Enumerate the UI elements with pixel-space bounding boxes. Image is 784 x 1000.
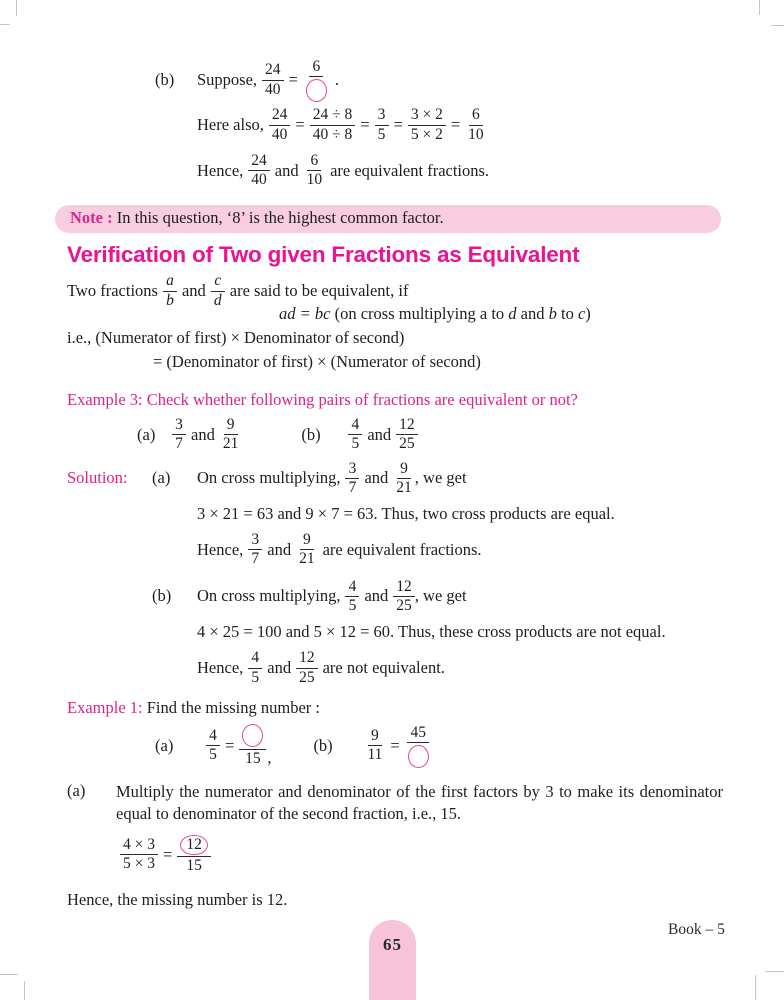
fraction-denominator: 40 bbox=[251, 171, 267, 189]
example-1-title bbox=[67, 698, 723, 718]
fraction bbox=[163, 272, 177, 310]
fraction-denominator bbox=[405, 743, 432, 768]
fraction-numerator: 9 bbox=[300, 531, 314, 550]
fraction-numerator: 24 bbox=[262, 61, 284, 80]
fraction bbox=[248, 649, 262, 687]
solution-b-line-3 bbox=[197, 649, 723, 687]
fraction-numerator: 9 bbox=[224, 416, 238, 435]
fraction-denominator: 10 bbox=[468, 125, 484, 143]
item-label: (b) bbox=[313, 735, 333, 755]
fraction-numerator: 6 bbox=[469, 106, 483, 125]
intro-text: Two fractions bbox=[67, 281, 158, 301]
fraction-numerator: 12 bbox=[393, 578, 415, 597]
and-text: and bbox=[181, 281, 206, 301]
fraction bbox=[120, 836, 158, 874]
fraction bbox=[396, 416, 418, 454]
fraction-denominator: 5 bbox=[351, 435, 360, 453]
fraction-denominator: 5 × 3 bbox=[123, 855, 155, 873]
ie-line-2: = (Denominator of first) × (Numerator of second) bbox=[153, 351, 481, 371]
fraction-denominator: 5 bbox=[348, 596, 357, 614]
fraction bbox=[296, 649, 318, 687]
paragraph-text: Multiply the numerator and denominator of the first factors by 3 to make its denominator equal to denominator of the second fraction, i.e., 15. bbox=[116, 782, 723, 824]
fraction-denominator: 25 bbox=[396, 596, 412, 614]
fraction-numerator: 3 bbox=[345, 460, 359, 479]
hence-text: Hence, bbox=[197, 160, 244, 180]
crop-mark-top-left-h bbox=[0, 24, 10, 25]
fraction-numerator: 12 bbox=[296, 649, 318, 668]
equals-sign: = bbox=[360, 115, 370, 135]
part-b-here-also-line bbox=[67, 106, 723, 144]
equals-sign: = bbox=[288, 70, 298, 90]
and-text: and bbox=[364, 586, 389, 606]
circled-answer: 12 bbox=[180, 835, 208, 855]
fraction-denominator: 7 bbox=[175, 435, 183, 453]
fraction-denominator: 21 bbox=[299, 550, 315, 568]
crop-mark-bottom-left-h bbox=[0, 974, 18, 975]
crop-mark-bottom-left-v bbox=[24, 981, 25, 1000]
equals-sign: = bbox=[225, 735, 235, 755]
rule-text: ) bbox=[585, 303, 591, 323]
solution-text: , we get bbox=[414, 468, 467, 488]
fraction bbox=[345, 578, 359, 616]
fraction-denominator bbox=[303, 77, 330, 102]
fraction-numerator: 3 bbox=[375, 106, 389, 125]
worked-fraction-line bbox=[67, 835, 723, 875]
rule-text: (on cross multiplying a to bbox=[330, 303, 509, 323]
fraction-denominator: 5 bbox=[251, 668, 260, 686]
final-conclusion: Hence, the missing number is 12. bbox=[67, 889, 288, 909]
fraction-denominator: 5 × 2 bbox=[410, 125, 443, 143]
part-b-hence-line bbox=[67, 152, 723, 190]
note-label: Note : bbox=[70, 208, 113, 228]
fraction-numerator: 6 bbox=[307, 152, 321, 171]
fraction-denominator: 25 bbox=[299, 668, 315, 686]
ie-line: i.e., (Numerator of first) × Denominator of second) bbox=[67, 327, 405, 347]
and-text: and bbox=[191, 424, 215, 444]
fraction-numerator: c bbox=[211, 272, 225, 291]
crop-mark-top-left-v bbox=[16, 0, 17, 16]
solution-text: On cross multiplying, bbox=[197, 468, 341, 488]
solution-label: Solution: bbox=[67, 468, 128, 488]
conclusion-text: are not equivalent. bbox=[322, 658, 445, 677]
crop-mark-bottom-right-v bbox=[755, 975, 756, 1000]
fraction-denominator: 40 ÷ 8 bbox=[312, 125, 353, 143]
fraction bbox=[393, 578, 415, 616]
variable: c bbox=[577, 303, 586, 323]
fraction bbox=[248, 531, 262, 569]
fraction-denominator: b bbox=[166, 291, 174, 309]
and-text: and bbox=[274, 160, 299, 180]
fraction-denominator: 5 bbox=[209, 746, 217, 764]
part-b-suppose-line bbox=[67, 58, 723, 102]
and-text: and bbox=[367, 424, 392, 444]
fraction-denominator: 25 bbox=[399, 435, 415, 453]
solution-text: On cross multiplying, bbox=[197, 586, 341, 606]
fraction-numerator bbox=[177, 835, 211, 857]
fraction-numerator: 4 bbox=[248, 649, 262, 668]
comma: , bbox=[267, 748, 272, 768]
fraction-numerator: 3 bbox=[172, 416, 186, 435]
and-text: and bbox=[267, 658, 292, 677]
item-label: (a) bbox=[152, 468, 171, 488]
fraction-with-missing-denominator bbox=[405, 724, 432, 768]
equals-sign: = bbox=[295, 115, 305, 135]
conclusion-text: are equivalent fractions. bbox=[322, 539, 482, 559]
fraction-numerator: 4 bbox=[345, 578, 359, 597]
fraction-with-missing-denominator bbox=[303, 58, 330, 102]
example-title-text: Find the missing number : bbox=[142, 697, 320, 717]
fraction-numerator: 4 bbox=[206, 727, 220, 746]
example-label: Example 1: bbox=[67, 697, 143, 717]
math-expression: ad = bc bbox=[279, 303, 331, 323]
conclusion-text: are equivalent fractions. bbox=[330, 160, 490, 180]
fraction bbox=[172, 416, 186, 454]
period: . bbox=[334, 70, 339, 90]
fraction bbox=[393, 460, 415, 498]
item-label: (a) bbox=[155, 735, 174, 755]
rule-text: to bbox=[556, 303, 578, 323]
page-number: 65 bbox=[383, 935, 402, 954]
equals-sign: = bbox=[450, 115, 461, 135]
fraction-numerator: 3 × 2 bbox=[408, 106, 446, 125]
fraction-denominator: 21 bbox=[396, 478, 412, 496]
fraction bbox=[310, 106, 356, 144]
solution-b-line-2: 4 × 25 = 100 and 5 × 12 = 60. Thus, these cross products are not equal. bbox=[197, 622, 666, 642]
fraction bbox=[345, 460, 359, 498]
fraction-with-missing-numerator bbox=[239, 724, 266, 768]
fraction bbox=[296, 531, 318, 569]
fraction-numerator: 24 ÷ 8 bbox=[310, 106, 356, 125]
solution-a-line-3 bbox=[197, 531, 723, 569]
solution-a-line-1 bbox=[67, 460, 723, 498]
fraction-denominator: 10 bbox=[306, 171, 323, 189]
solution-a-line-2: 3 × 21 = 63 and 9 × 7 = 63. Thus, two cross products are equal. bbox=[197, 504, 615, 524]
fraction-denominator: 21 bbox=[222, 435, 239, 453]
here-also-text: Here also, bbox=[197, 115, 264, 135]
fraction-numerator: a bbox=[163, 272, 177, 291]
solution-b-line-1 bbox=[67, 578, 723, 616]
hence-text: Hence, bbox=[197, 539, 244, 559]
item-label: (a) bbox=[67, 781, 86, 801]
book-label: Book – 5 bbox=[668, 921, 725, 938]
crop-mark-bottom-right-h bbox=[765, 971, 784, 972]
section-heading: Verification of Two given Fractions as Equivalent bbox=[67, 242, 580, 268]
fraction bbox=[348, 416, 362, 454]
fraction bbox=[211, 272, 225, 310]
item-label: (b) bbox=[155, 70, 175, 90]
fraction bbox=[364, 727, 385, 765]
missing-number-circle bbox=[306, 79, 327, 102]
missing-number-circle bbox=[408, 745, 429, 768]
fraction-numerator: 4 × 3 bbox=[120, 836, 158, 855]
variable: d bbox=[508, 303, 517, 323]
example-3-items bbox=[67, 416, 723, 454]
fraction-numerator: 4 bbox=[348, 416, 362, 435]
fraction-numerator: 45 bbox=[407, 724, 429, 743]
cross-multiply-rule bbox=[279, 304, 723, 324]
equals-sign: = bbox=[393, 115, 403, 135]
note-box bbox=[55, 205, 721, 233]
fraction-numerator: 6 bbox=[309, 58, 323, 77]
page-number-tab bbox=[369, 920, 416, 1000]
missing-number-circle bbox=[242, 724, 263, 747]
fraction-numerator: 9 bbox=[397, 460, 411, 479]
fraction-with-circled-numerator bbox=[177, 835, 211, 875]
fraction-denominator: 7 bbox=[251, 550, 260, 568]
fraction-numerator: 3 bbox=[248, 531, 262, 550]
fraction-denominator: 40 bbox=[265, 80, 281, 98]
fraction-numerator: 12 bbox=[396, 416, 418, 435]
equals-sign: = bbox=[163, 844, 173, 864]
example-1-items bbox=[67, 724, 723, 768]
fraction bbox=[220, 416, 242, 454]
fraction-numerator bbox=[239, 724, 266, 750]
equals-sign: = bbox=[390, 735, 400, 755]
fraction-denominator: 7 bbox=[348, 478, 357, 496]
fraction-numerator: 9 bbox=[368, 727, 382, 746]
fraction bbox=[465, 106, 487, 144]
fraction-denominator: 5 bbox=[377, 125, 386, 143]
and-text: and bbox=[364, 468, 389, 488]
item-label: (b) bbox=[152, 586, 172, 606]
fraction bbox=[206, 727, 220, 765]
example-1-solution-paragraph bbox=[67, 781, 723, 826]
variable: b bbox=[548, 303, 557, 323]
rule-text: and bbox=[516, 303, 549, 323]
fraction bbox=[304, 152, 326, 190]
suppose-text: Suppose, bbox=[197, 70, 258, 90]
fraction-denominator: 11 bbox=[367, 746, 383, 764]
fraction-numerator: 24 bbox=[248, 152, 270, 171]
crop-mark-top-right-v bbox=[759, 0, 760, 15]
fraction bbox=[248, 152, 270, 190]
item-label: (a) bbox=[137, 424, 156, 444]
fraction-denominator: 15 bbox=[245, 749, 261, 767]
fraction-numerator: 24 bbox=[269, 106, 291, 125]
fraction-denominator: 15 bbox=[186, 856, 202, 874]
example-3-title: Example 3: Check whether following pairs of fractions are equivalent or not? bbox=[67, 389, 578, 409]
intro-text: are said to be equivalent, if bbox=[229, 281, 409, 301]
fraction bbox=[269, 106, 291, 144]
fraction-denominator: 40 bbox=[271, 125, 288, 143]
hence-text: Hence, bbox=[197, 658, 244, 677]
item-label: (b) bbox=[301, 424, 321, 444]
fraction bbox=[408, 106, 446, 144]
solution-text: , we get bbox=[414, 586, 467, 606]
and-text: and bbox=[267, 539, 292, 559]
note-text: In this question, ‘8’ is the highest common factor. bbox=[112, 208, 444, 228]
fraction bbox=[375, 106, 389, 144]
fraction-denominator: d bbox=[213, 291, 222, 309]
crop-mark-top-right-h bbox=[771, 25, 784, 26]
fraction bbox=[262, 61, 284, 99]
